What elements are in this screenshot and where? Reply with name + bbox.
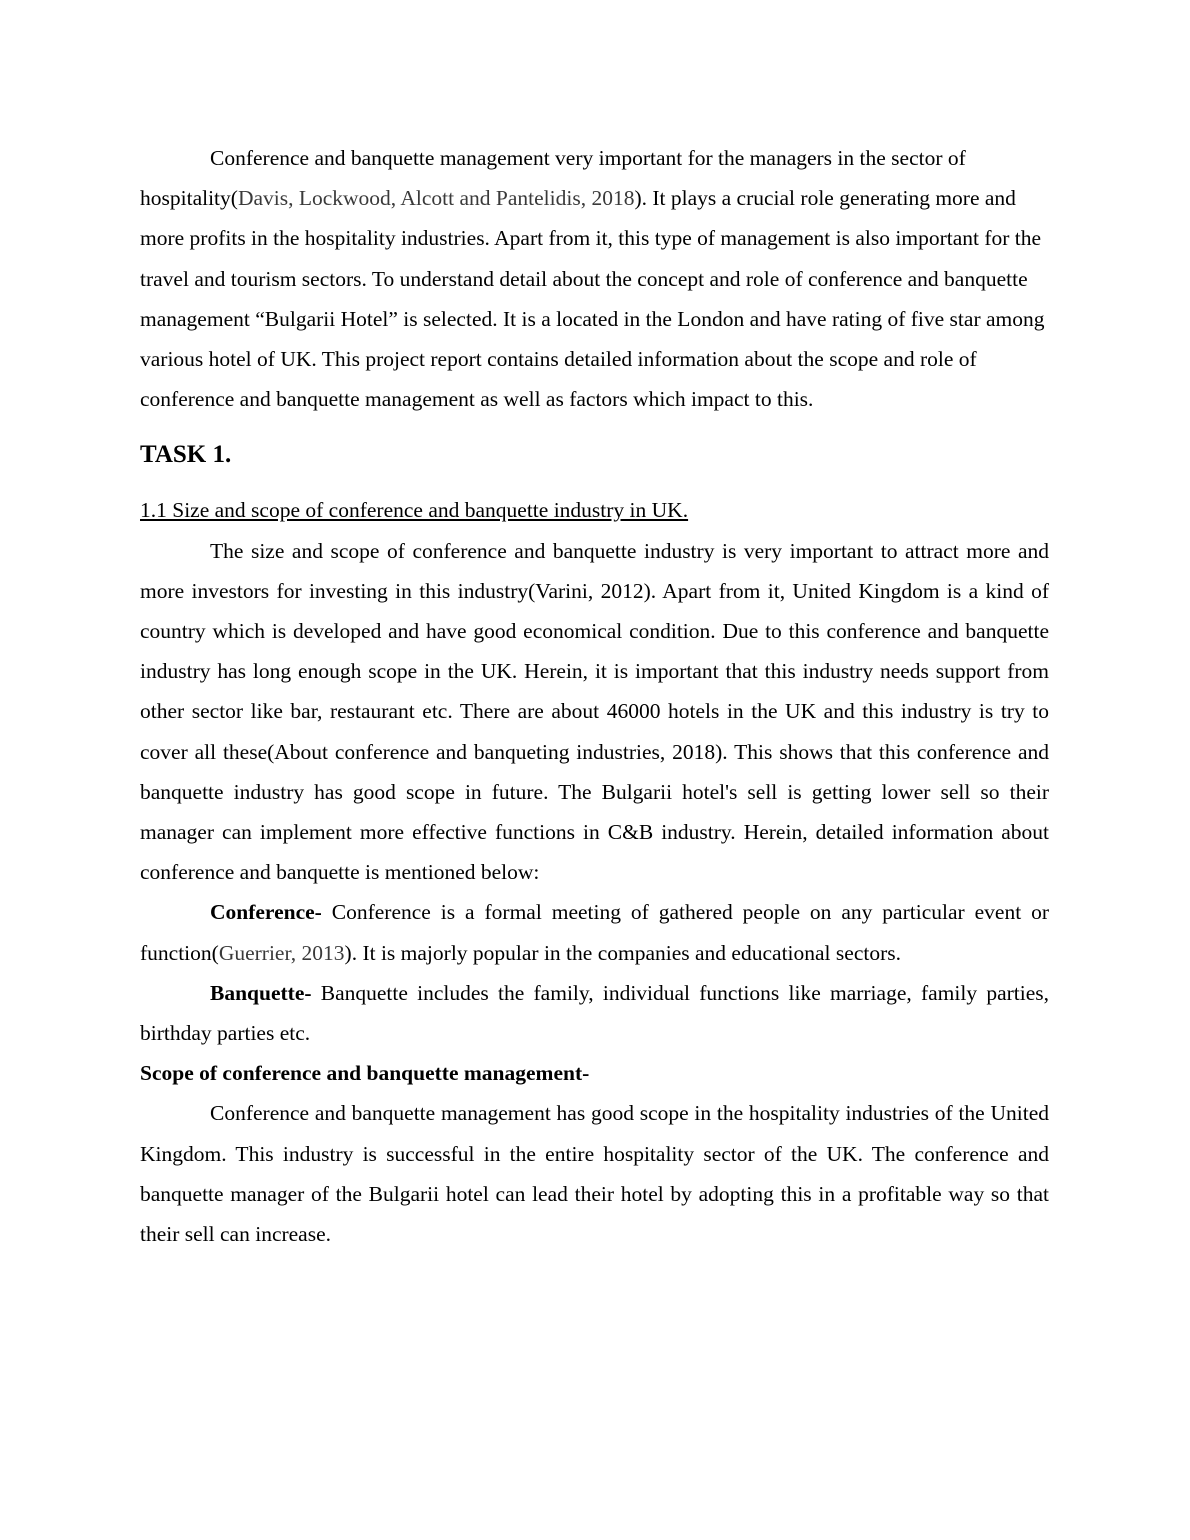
scope-body: Conference and banquette management has good scope in the hospitality industries of the United Kingdom. This industry is successful in the entire hospitality sector of the UK. The conference and banquette manager of the Bulgarii hotel can lead their hotel by adopting this in a profitable way so that their sell can increase.: [140, 1101, 1049, 1247]
scope-heading: [140, 1053, 1049, 1093]
banquette-definition: [140, 973, 1049, 1053]
task-heading: TASK 1.: [140, 441, 232, 469]
conference-text-cont: ). It is majorly popular in the companies and educational sectors.: [344, 940, 901, 965]
section-1-1-heading: 1.1 Size and scope of conference and banquette industry in UK.: [140, 498, 689, 523]
conference-text: Conference is a formal meeting of gathered people on any particular event or function(: [140, 900, 1049, 965]
intro-text-cont: ). It plays a crucial role generating more and more profits in the hospitality industries. Apart from it, this type of management is also important for the travel and tourism sectors. To understand detail about the concept and role of conference and banquette management “Bulgarii Hotel” is selected. It is a located in the London and have rating of five star among various hotel of UK. This project report contains detailed information about the scope and role of conference and banquette management as well as factors which impact to this.: [140, 186, 1045, 412]
conference-term: Conference-: [210, 900, 322, 925]
intro-text: Conference and banquette management very important for the managers in the sector of hospitality(: [140, 146, 966, 211]
scope-heading-text: Scope of conference and banquette management-: [140, 1061, 590, 1086]
document-page: [140, 138, 1049, 1254]
intro-paragraph: [140, 138, 1049, 419]
banquette-term: Banquette-: [210, 980, 312, 1005]
conference-definition: [140, 892, 1049, 972]
citation: Davis, Lockwood, Alcott and Pantelidis, 2018: [237, 186, 635, 211]
citation: Guerrier, 2013: [218, 940, 345, 965]
banquette-text: Banquette includes the family, individual functions like marriage, family parties, birthday parties etc.: [140, 980, 1049, 1046]
section-1-1-body: The size and scope of conference and banquette industry is very important to attract more and more investors for investing in this industry(Varini, 2012). Apart from it, United Kingdom is a kind of country which is developed and have good economical condition. Due to this conference and banquette industry has long enough scope in the UK. Herein, it is important that this industry needs support from other sector like bar, restaurant etc. There are about 46000 hotels in the UK and this industry is try to cover all these(About conference and banqueting industries, 2018). This shows that this conference and banquette industry has good scope in future. The Bulgarii hotel's sell is getting lower sell so their manager can implement more effective functions in C&B industry. Herein, detailed information about conference and banquette is mentioned below:: [140, 538, 1049, 885]
